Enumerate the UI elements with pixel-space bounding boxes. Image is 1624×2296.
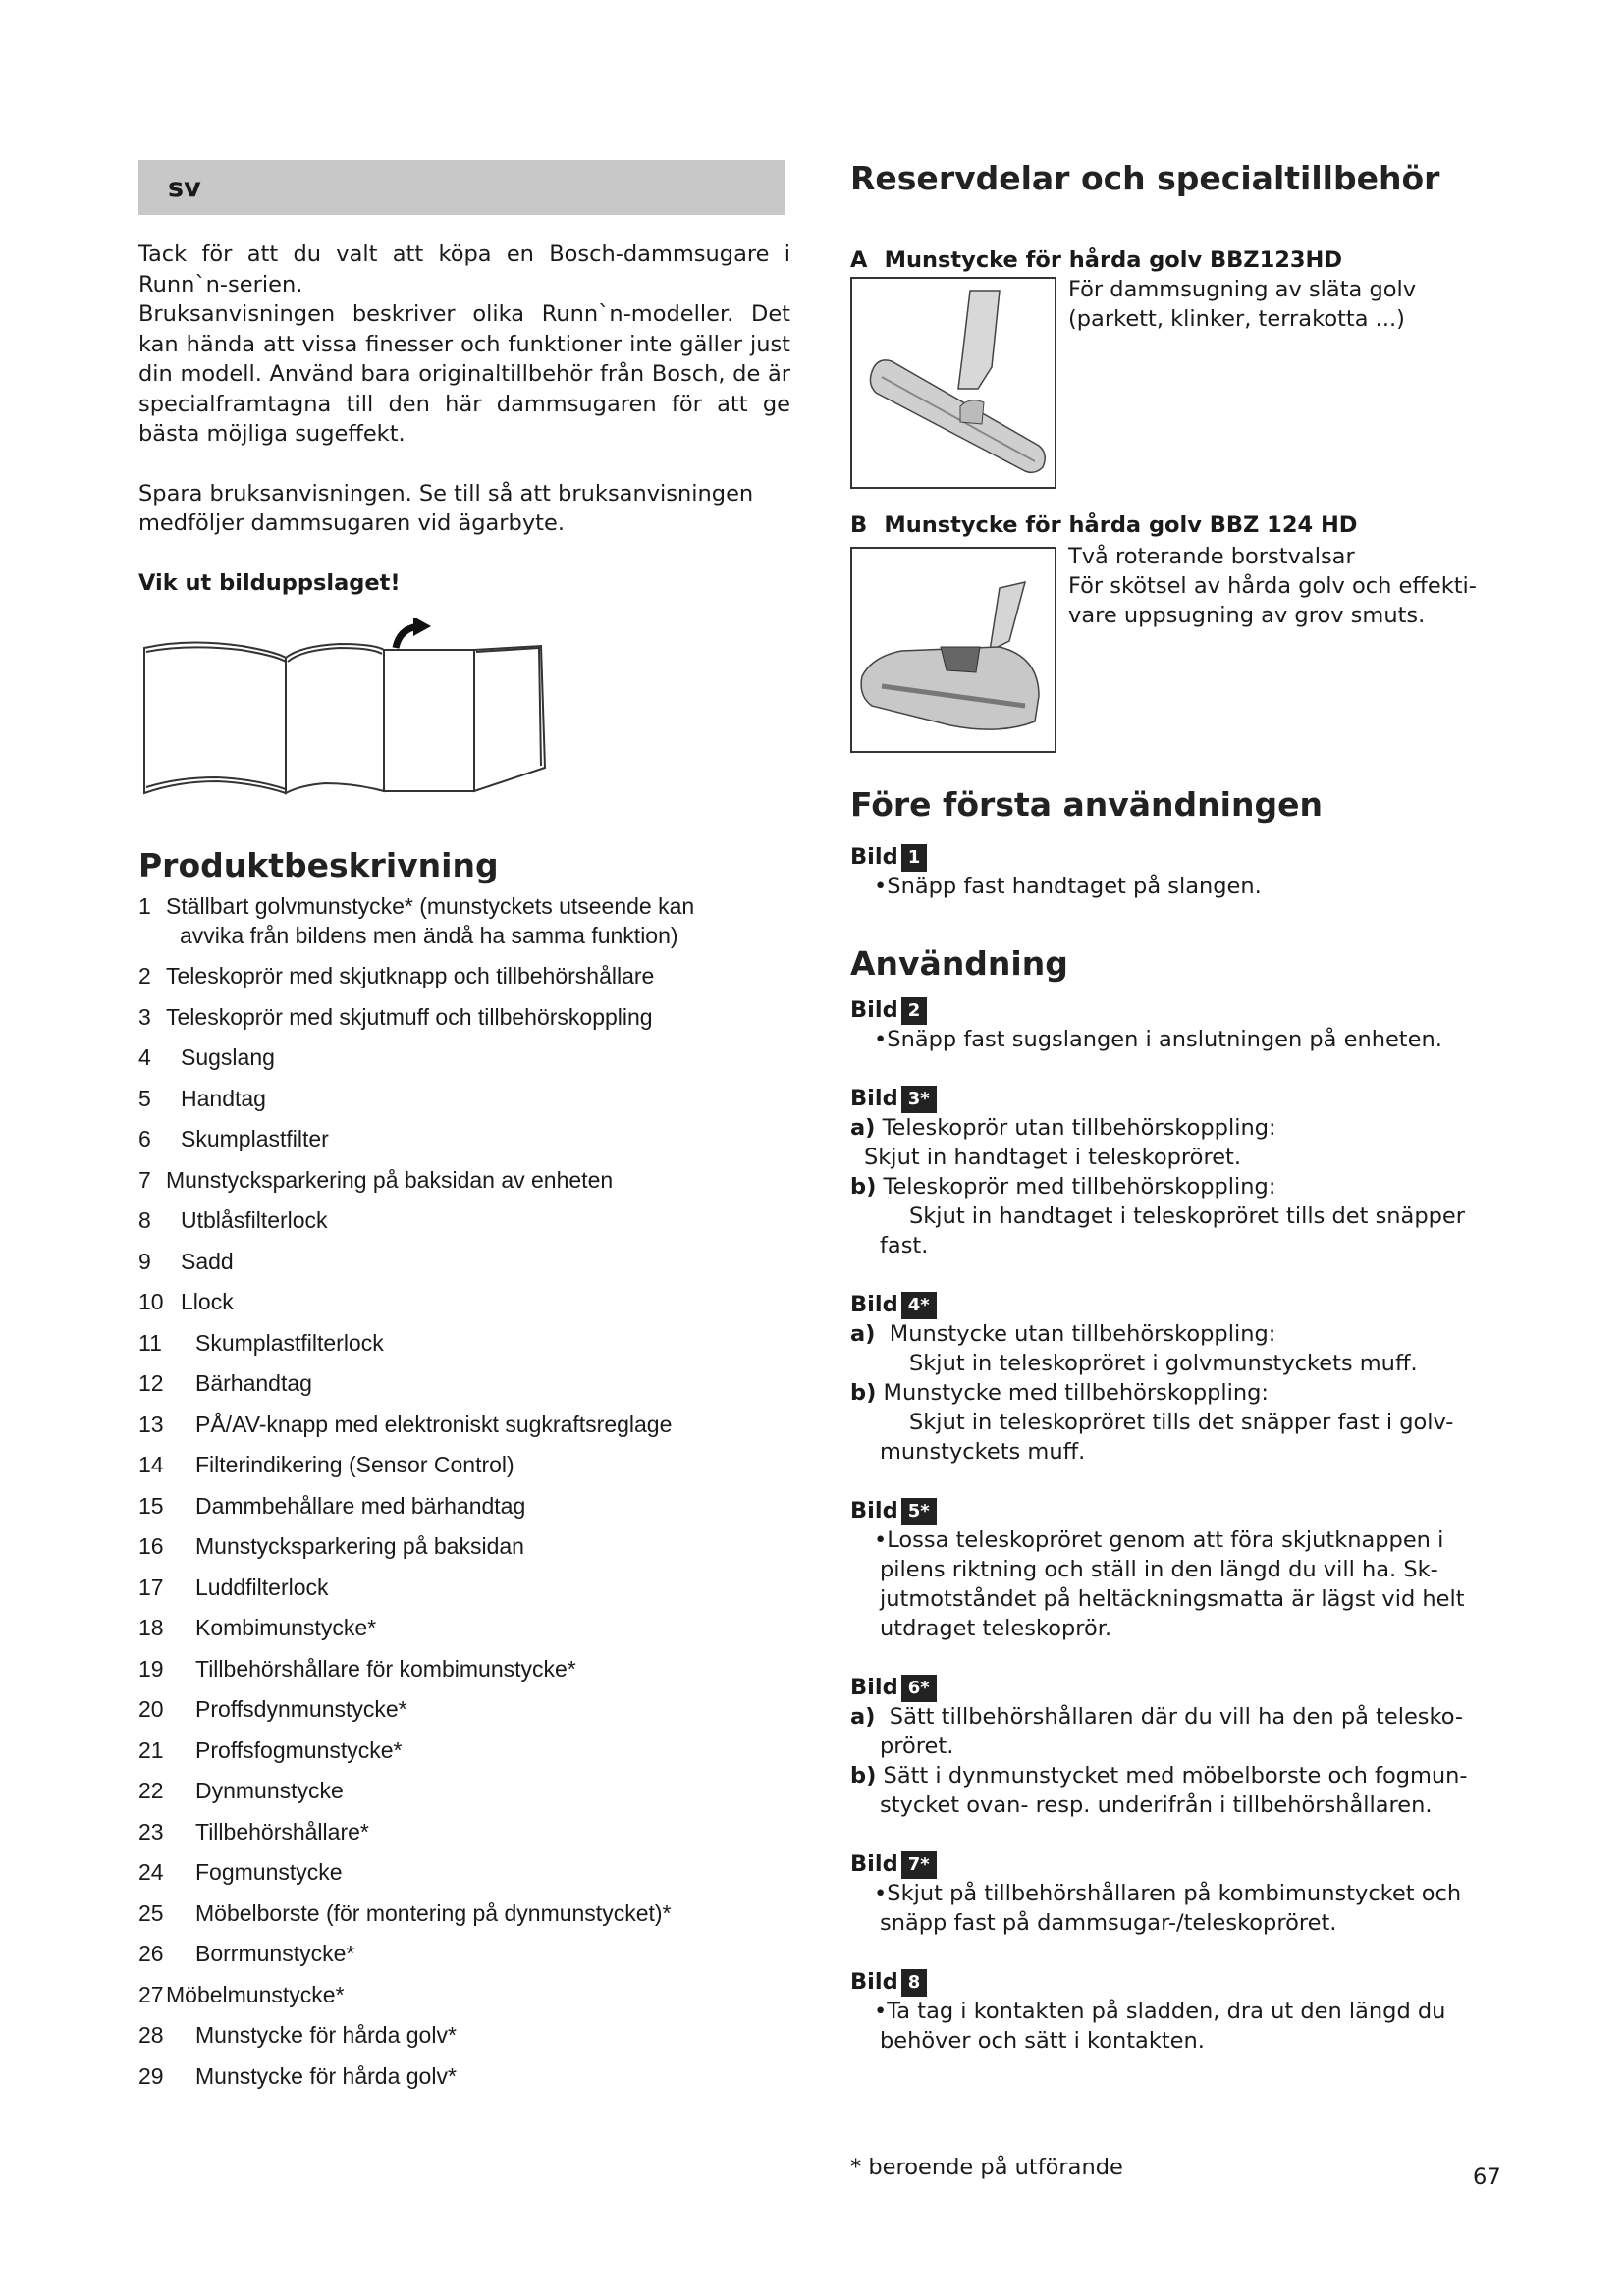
intro-paragraph-2: Bruksanvisningen beskriver olika Runn`n-modeller. Det kan hända att vissa finesser och funktioner inte gäller just din modell. Använd bara originaltillbehör från Bosch, de är specialframtagna till den här dammsugaren för att ge bästa möjliga sugeffekt. bbox=[138, 301, 790, 447]
bild-label: Bild bbox=[850, 997, 898, 1023]
product-part-item bbox=[138, 1613, 786, 1654]
part-description: Proffsdynmunstycke* bbox=[195, 1696, 407, 1722]
product-part-item bbox=[138, 1287, 786, 1328]
part-number: 23 bbox=[138, 1818, 164, 1844]
accessory-a-heading bbox=[850, 245, 1518, 275]
product-part-item bbox=[138, 1857, 786, 1898]
part-number: 5 bbox=[138, 1085, 151, 1111]
bild-label: Bild bbox=[850, 1292, 898, 1317]
part-number: 29 bbox=[138, 2062, 164, 2089]
sub-label: b) bbox=[850, 1174, 877, 1200]
product-part-item bbox=[138, 2020, 786, 2061]
product-parts-list bbox=[138, 891, 786, 2102]
part-number: 15 bbox=[138, 1492, 164, 1519]
product-part-item bbox=[138, 1410, 786, 1451]
step-text: Teleskoprör utan tillbehörskoppling: bbox=[882, 1115, 1276, 1141]
accessory-a-letter: A bbox=[850, 247, 868, 273]
step-text: jutmotståndet på heltäckningsmatta är lägst vid helt bbox=[880, 1586, 1465, 1612]
intro-line: Tack för att du valt att köpa en Bosch-dammsugare i bbox=[138, 241, 790, 267]
fold-out-booklet-illustration bbox=[138, 618, 561, 805]
part-description: Dynmunstycke bbox=[195, 1778, 344, 1803]
step-text: Lossa teleskopröret genom att föra skjutknappen i bbox=[887, 1527, 1444, 1553]
product-part-item bbox=[138, 1042, 786, 1084]
step-text: Snäpp fast handtaget på slangen. bbox=[887, 874, 1262, 899]
part-number: 18 bbox=[138, 1615, 164, 1640]
bild-label: Bild bbox=[850, 1675, 898, 1700]
step-text: Skjut in handtaget i teleskopröret. bbox=[864, 1145, 1242, 1170]
step-text: Skjut in handtaget i teleskopröret tills det snäpper bbox=[909, 1203, 1465, 1229]
step-text: snäpp fast på dammsugar-/teleskopröret. bbox=[880, 1910, 1337, 1936]
bild-number-badge: 7* bbox=[901, 1851, 937, 1879]
part-description: Munstycksparkering på baksidan bbox=[195, 1533, 524, 1559]
bullet-text: •Snäpp fast sugslangen i anslutningen på enheten. bbox=[874, 1027, 1442, 1052]
step-text: utdraget teleskoprör. bbox=[880, 1616, 1112, 1641]
product-part-item bbox=[138, 1654, 786, 1695]
part-description: Ställbart golvmunstycke* (munstyckets utseende kan bbox=[166, 893, 695, 919]
sub-label: a) bbox=[850, 1704, 876, 1730]
part-number: 8 bbox=[138, 1207, 151, 1233]
part-number: 25 bbox=[138, 1899, 164, 1926]
product-part-item bbox=[138, 1898, 786, 1940]
step-bild-4 bbox=[850, 1290, 1518, 1467]
step-text: Teleskoprör med tillbehörskoppling: bbox=[883, 1174, 1276, 1200]
step-bild-7 bbox=[850, 1849, 1518, 1938]
part-number: 26 bbox=[138, 1941, 164, 1966]
product-part-item bbox=[138, 1205, 786, 1247]
product-part-item bbox=[138, 1247, 786, 1288]
desc-line: Två roterande borstvalsar bbox=[1068, 544, 1355, 569]
step-bild-8 bbox=[850, 1967, 1518, 2056]
part-description: Borrmunstycke* bbox=[195, 1941, 355, 1966]
accessory-b-letter: B bbox=[850, 512, 868, 538]
bild-label: Bild bbox=[850, 1969, 898, 1995]
product-part-item bbox=[138, 1531, 786, 1573]
step-bild-6 bbox=[850, 1673, 1518, 1820]
bild-number-badge: 2 bbox=[901, 997, 928, 1025]
part-number: 16 bbox=[138, 1533, 164, 1559]
step-text: munstyckets muff. bbox=[880, 1439, 1086, 1465]
step-bild-3 bbox=[850, 1084, 1518, 1260]
part-description: Skumplastfilter bbox=[181, 1126, 329, 1151]
part-description: Skumplastfilterlock bbox=[195, 1329, 384, 1356]
language-code: sv bbox=[168, 173, 201, 203]
part-description: Teleskoprör med skjutmuff och tillbehörskoppling bbox=[166, 1003, 653, 1030]
sub-label: a) bbox=[850, 1115, 876, 1141]
part-number: 20 bbox=[138, 1696, 164, 1722]
desc-line: För skötsel av hårda golv och effekti- bbox=[1068, 573, 1477, 599]
accessory-b-description bbox=[1068, 542, 1530, 630]
part-number: 14 bbox=[138, 1452, 164, 1477]
accessory-b-heading bbox=[850, 510, 1518, 540]
part-number: 7 bbox=[138, 1166, 151, 1193]
product-part-item bbox=[138, 1573, 786, 1614]
step-text: Munstycke med tillbehörskoppling: bbox=[883, 1380, 1270, 1406]
bullet-text: •Snäpp fast handtaget på slangen. bbox=[874, 874, 1262, 899]
part-number: 4 bbox=[138, 1044, 151, 1070]
part-description: Munstycksparkering på baksidan av enheten bbox=[166, 1166, 614, 1193]
product-part-item bbox=[138, 1491, 786, 1532]
part-description: Fogmunstycke bbox=[195, 1859, 343, 1885]
fold-out-heading: Vik ut bilduppslaget! bbox=[138, 569, 401, 596]
bild-label: Bild bbox=[850, 1851, 898, 1877]
sub-label: b) bbox=[850, 1380, 877, 1406]
desc-line: För dammsugning av släta golv bbox=[1068, 277, 1417, 302]
bild-number-badge: 3* bbox=[901, 1086, 937, 1113]
footnote: * beroende på utförande bbox=[850, 2155, 1123, 2180]
accessory-a-description bbox=[1068, 275, 1520, 334]
intro-paragraph-1 bbox=[138, 240, 790, 450]
part-description: Dammbehållare med bärhandtag bbox=[195, 1492, 526, 1519]
step-text: Snäpp fast sugslangen i anslutningen på enheten. bbox=[887, 1027, 1442, 1052]
step-text: stycket ovan- resp. underifrån i tillbehörshållaren. bbox=[880, 1792, 1433, 1818]
product-part-item bbox=[138, 2061, 786, 2103]
step-text: Skjut på tillbehörshållaren på kombimunstycket och bbox=[887, 1881, 1462, 1906]
intro-paragraph-3: Spara bruksanvisningen. Se till så att bruksanvisningen medföljer dammsugaren vid ägarbyte. bbox=[138, 480, 754, 536]
part-description: Sadd bbox=[181, 1248, 234, 1274]
part-description: Teleskoprör med skjutknapp och tillbehörshållare bbox=[166, 963, 655, 988]
product-part-item bbox=[138, 1817, 786, 1858]
section-title-fore-forsta: Före första användningen bbox=[850, 785, 1323, 824]
part-description: PÅ/AV-knapp med elektroniskt sugkraftsreglage bbox=[195, 1411, 673, 1437]
product-part-item bbox=[138, 961, 786, 1002]
part-number: 28 bbox=[138, 2022, 164, 2048]
step-text: pröret. bbox=[880, 1734, 954, 1759]
part-number: 9 bbox=[138, 1248, 151, 1274]
product-part-item bbox=[138, 1165, 786, 1206]
step-text: Skjut in teleskopröret i golvmunstyckets muff. bbox=[909, 1351, 1418, 1376]
step-text: Skjut in teleskopröret tills det snäpper fast i golv- bbox=[909, 1410, 1454, 1435]
bullet-text: •Ta tag i kontakten på sladden, dra ut den längd du bbox=[874, 1999, 1446, 2024]
product-part-item bbox=[138, 1084, 786, 1125]
intro-section bbox=[138, 240, 790, 598]
product-part-item bbox=[138, 1694, 786, 1735]
product-part-item bbox=[138, 1328, 786, 1369]
bild-label: Bild bbox=[850, 844, 898, 870]
nozzle-bbz123hd-image bbox=[850, 277, 1056, 489]
product-part-item bbox=[138, 1368, 786, 1410]
bild-number-badge: 1 bbox=[901, 844, 928, 872]
part-description: Filterindikering (Sensor Control) bbox=[195, 1452, 514, 1477]
part-description: Luddfilterlock bbox=[195, 1574, 329, 1600]
accessory-a-title: Munstycke för hårda golv BBZ123HD bbox=[884, 247, 1343, 273]
part-description: Kombimunstycke* bbox=[195, 1615, 377, 1640]
step-text: pilens riktning och ställ in den längd du vill ha. Sk- bbox=[880, 1557, 1438, 1582]
part-number: 22 bbox=[138, 1778, 164, 1803]
part-number: 12 bbox=[138, 1370, 164, 1396]
step-text: Sätt i dynmunstycket med möbelborste och fogmun- bbox=[883, 1763, 1468, 1789]
part-number: 6 bbox=[138, 1126, 151, 1151]
product-part-item bbox=[138, 1735, 786, 1777]
part-description: Munstycke för hårda golv* bbox=[195, 2062, 457, 2089]
part-number: 19 bbox=[138, 1655, 164, 1682]
product-part-item bbox=[138, 1980, 786, 2021]
nozzle-bbz124hd-image bbox=[850, 547, 1056, 753]
step-text: Sätt tillbehörshållaren där du vill ha den på telesko- bbox=[889, 1704, 1464, 1730]
step-text: Munstycke utan tillbehörskoppling: bbox=[889, 1321, 1276, 1347]
part-description: Bärhandtag bbox=[195, 1370, 312, 1396]
bild-label: Bild bbox=[850, 1086, 898, 1111]
product-part-item bbox=[138, 1776, 786, 1817]
bild-number-badge: 4* bbox=[901, 1292, 937, 1319]
part-number: 11 bbox=[138, 1329, 162, 1356]
bild-number-badge: 6* bbox=[901, 1675, 937, 1702]
part-number: 13 bbox=[138, 1411, 164, 1437]
sub-label: b) bbox=[850, 1763, 877, 1789]
part-number: 3 bbox=[138, 1003, 151, 1030]
product-part-item bbox=[138, 1939, 786, 1980]
section-title-reservdelar: Reservdelar och specialtillbehör bbox=[850, 159, 1440, 197]
page-number: 67 bbox=[1473, 2164, 1501, 2190]
bild-number-badge: 5* bbox=[901, 1498, 937, 1525]
desc-line: (parkett, klinker, terrakotta ...) bbox=[1068, 306, 1405, 332]
bild-number-badge: 8 bbox=[901, 1969, 928, 1997]
part-description: Möbelmunstycke* bbox=[166, 1981, 345, 2007]
part-description: Handtag bbox=[181, 1085, 266, 1111]
section-title-anvandning: Användning bbox=[850, 944, 1068, 983]
part-description: Tillbehörshållare för kombimunstycke* bbox=[195, 1655, 576, 1682]
language-tab bbox=[138, 160, 785, 215]
step-text: behöver och sätt i kontakten. bbox=[880, 2028, 1205, 2054]
rotating-brush-nozzle-illustration bbox=[852, 549, 1055, 751]
step-bild-5 bbox=[850, 1496, 1518, 1643]
part-number: 21 bbox=[138, 1736, 164, 1763]
step-bild-1 bbox=[850, 842, 1518, 901]
part-number: 2 bbox=[138, 963, 151, 988]
part-number: 17 bbox=[138, 1574, 164, 1600]
part-description: Llock bbox=[181, 1289, 234, 1314]
hard-floor-nozzle-illustration bbox=[852, 279, 1055, 487]
part-number: 27 bbox=[138, 1981, 164, 2007]
product-part-item bbox=[138, 1124, 786, 1165]
product-part-item bbox=[138, 1450, 786, 1491]
part-description: Sugslang bbox=[181, 1044, 275, 1070]
step-text: fast. bbox=[880, 1233, 929, 1258]
bullet-text: •Skjut på tillbehörshållaren på kombimunstycket och bbox=[874, 1881, 1462, 1906]
bild-label: Bild bbox=[850, 1498, 898, 1523]
part-number: 1 bbox=[138, 893, 151, 919]
step-text: Ta tag i kontakten på sladden, dra ut den längd du bbox=[887, 1999, 1446, 2024]
part-description: Möbelborste (för montering på dynmunstycket)* bbox=[195, 1899, 672, 1926]
accessory-b-title: Munstycke för hårda golv BBZ 124 HD bbox=[884, 512, 1358, 538]
product-part-item bbox=[138, 1002, 786, 1043]
bullet-text: •Lossa teleskopröret genom att föra skjutknappen i bbox=[874, 1527, 1444, 1553]
part-description: Tillbehörshållare* bbox=[195, 1818, 369, 1844]
part-description: Proffsfogmunstycke* bbox=[195, 1736, 403, 1763]
step-bild-2 bbox=[850, 995, 1518, 1054]
part-description: avvika från bildens men ändå ha samma funktion) bbox=[180, 923, 678, 948]
part-description: Utblåsfilterlock bbox=[181, 1207, 328, 1233]
product-part-item bbox=[138, 891, 786, 961]
part-number: 10 bbox=[138, 1289, 164, 1314]
desc-line: vare uppsugning av grov smuts. bbox=[1068, 603, 1426, 628]
part-description: Munstycke för hårda golv* bbox=[195, 2022, 457, 2048]
part-number: 24 bbox=[138, 1859, 164, 1885]
section-title-produktbeskrivning: Produktbeskrivning bbox=[138, 846, 499, 884]
intro-line: Runn`n-serien. bbox=[138, 271, 303, 297]
sub-label: a) bbox=[850, 1321, 876, 1347]
